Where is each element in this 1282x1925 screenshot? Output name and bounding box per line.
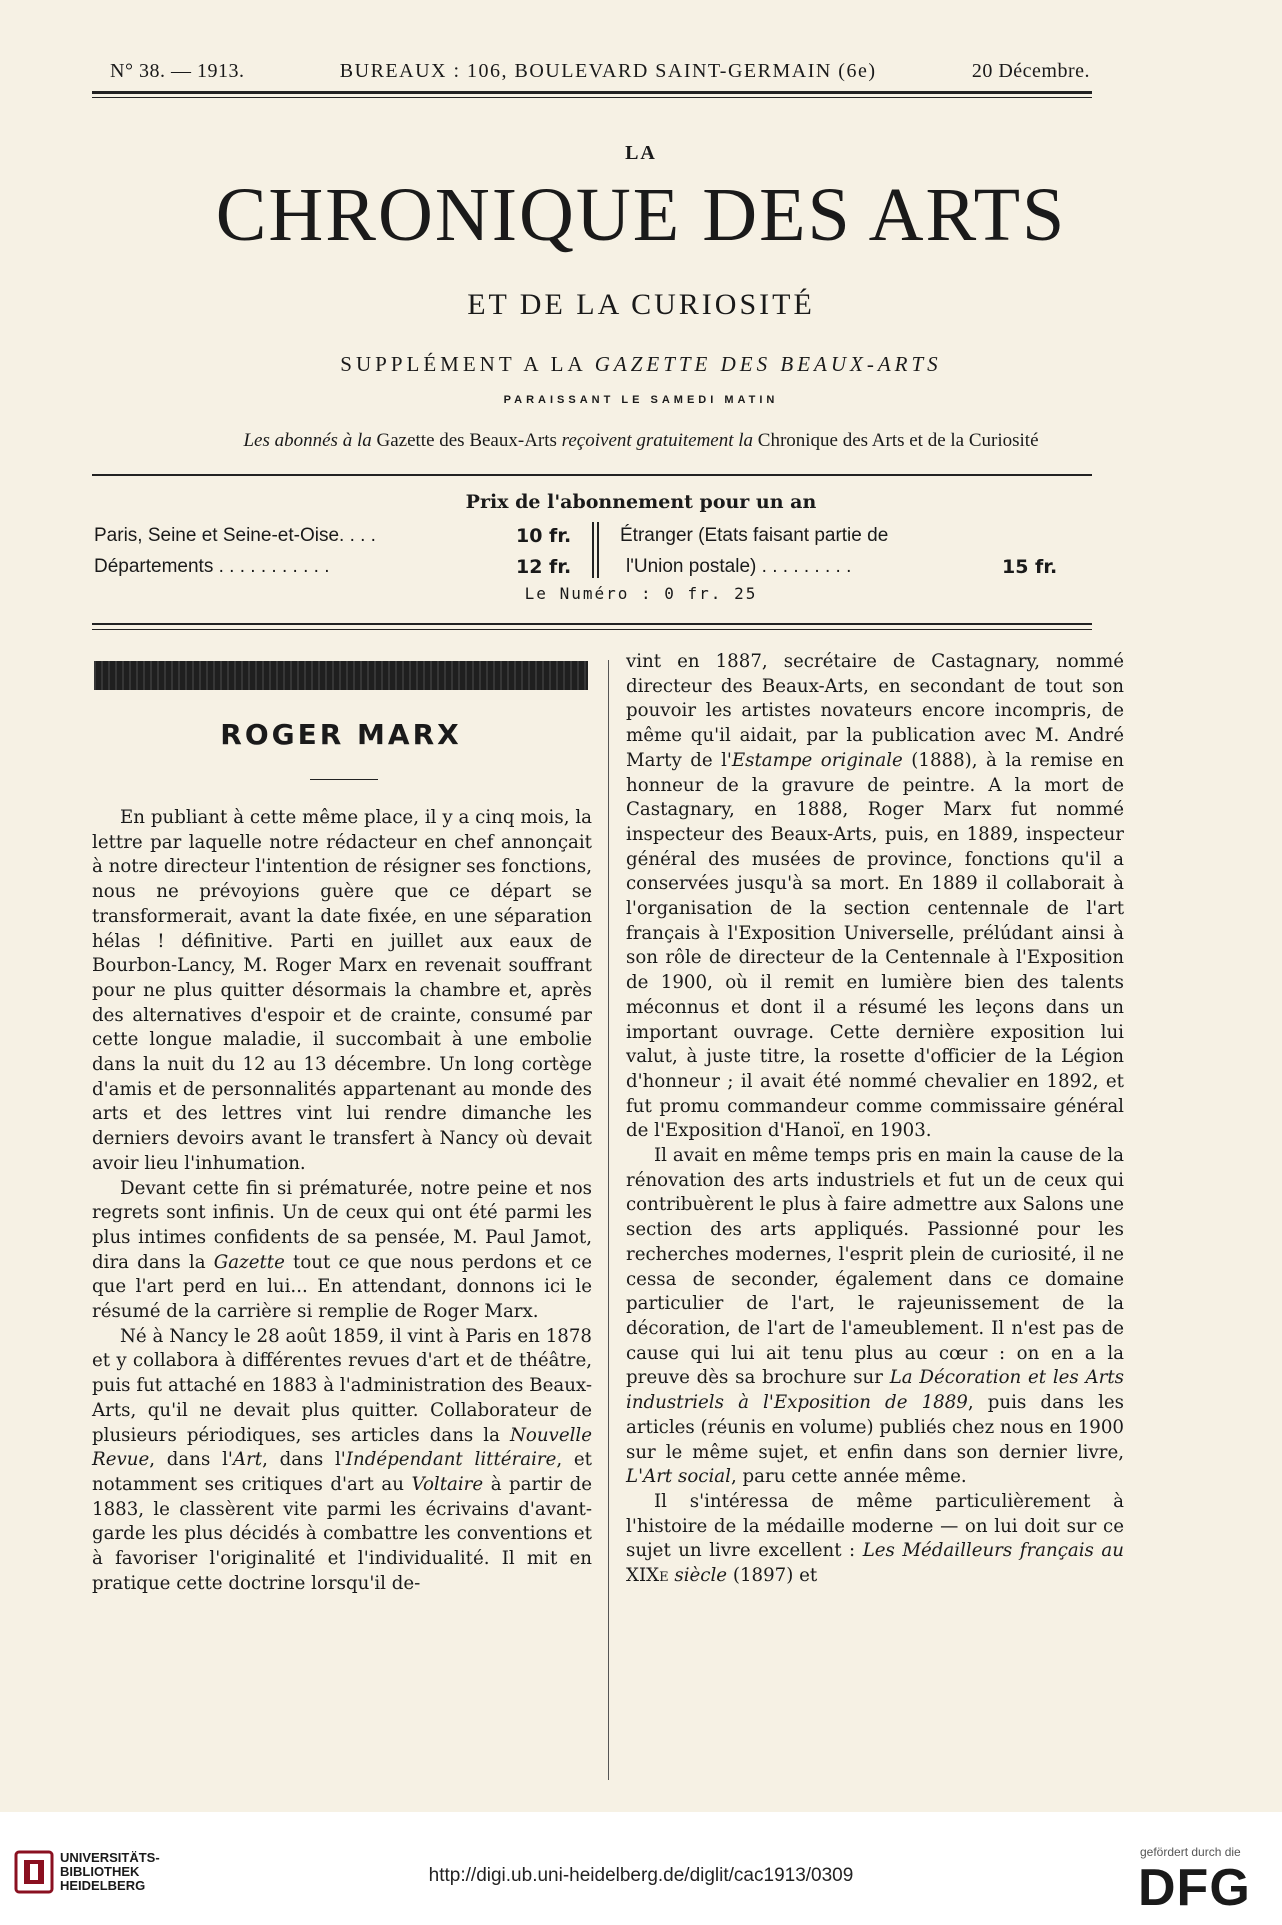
supplement-prefix: SUPPLÉMENT A LA [340,352,586,376]
issue-number: N° 38. — 1913. [110,60,245,82]
note-c: reçoivent gratuitement la [561,430,754,451]
article-heading-bar [94,661,588,690]
paris-price: 10 fr. [516,525,572,547]
paragraph-3: Né à Nancy le 28 août 1859, il vint à Paris en 1878 et y collabora à différentes revues d'art et de théâtre, puis fut attaché en 1883 à l'administration des Beaux-Arts, qu'il ne devait plus quitter. Collaborateur de plusieurs périodiques, ses articles dans la Nouvelle Revue, dans l'Art, dans l'Indépendant littéraire, et notamment ses critiques d'art au Voltaire à partir de 1883, le classèrent vite parmi les écrivains d'avant-garde les plus décidés à combattre les conventions et à favoriser l'originalité et l'individualité. Il mit en pratique cette doctrine lorsqu'il de- [92,1325,592,1594]
sponsor-note: gefördert durch die [1140,1845,1241,1859]
university-name: UNIVERSITÄTS- BIBLIOTHEK HEIDELBERG [60,1850,160,1893]
foreign-price: 15 fr. [1002,556,1058,578]
foreign-line1: Étranger (Etats faisant partie de [620,525,889,546]
foreign-line2: l'Union postale) . . . . . . . . . [626,556,852,577]
paris-label: Paris, Seine et Seine-et-Oise. . . . [94,525,376,546]
article-right-column [626,650,1124,1589]
masthead-rule [92,474,1092,476]
page-header [110,60,1090,83]
bureaux-address: BUREAUX : 106, BOULEVARD SAINT-GERMAIN (6e) [339,60,877,82]
subscription-rule [92,623,1092,625]
note-d: Chronique des Arts et de la Curiosité [757,430,1039,451]
paragraph-5: Il avait en même temps pris en main la cause de la rénovation des arts industriels et fut un de ceux qui contribuèrent le plus à faire admettre aux Salons une section des arts appliqués. Passionné pour les recherches modernes, l'esprit plein de curiosité, il ne cessa de seconder, également dans ce domaine particulier de l'art, le rajeunissement de la décoration, de l'art de l'ameublement. Il n'est pas de cause qui lui ait tenu plus au cœur : on en a la preuve dès sa brochure sur La Décoration et les Arts industriels à l'Exposition de 1889, puis dans les articles (réunis en volume) publiés chez nous en 1900 sur le même sujet, et enfin dans son dernier livre, L'Art social, paru cette année même. [626,1145,1125,1488]
masthead-title: CHRONIQUE DES ARTS [215,173,1067,257]
article-heading: ROGER MARX [220,718,462,751]
paragraph-1: En publiant à cette même place, il y a cinq mois, la lettre par laquelle notre rédacteur en chef annonçait à notre directeur l'intention de résigner ses fonctions, nous ne prévoyions guère que ce départ se transformerait, avant la date fixée, en une séparation hélas ! définitive. Parti en juillet aux eaux de Bourbon-Lancy, M. Roger Marx en revenait souffrant pour ne plus quitter désormais la chambre et, après des alternatives d'espoir et de crainte, consumé par cette longue maladie, il succombait à une embolie dans la nuit du 12 au 13 décembre. Un long cortège d'amis et de personnalités appartenant au monde des arts et des lettres vint lui rendre dimanche les derniers devoirs avant le transfert à Nancy où devait avoir lieu l'inhumation. [92,807,592,1174]
supplement-gazette: GAZETTE DES BEAUX-ARTS [594,352,942,376]
note-b: Gazette des Beaux-Arts [376,430,557,451]
paragraph-4: vint en 1887, secrétaire de Castagnary, nommé directeur des Beaux-Arts, en secondant de tout son pouvoir les artistes novateurs encore incompris, de même qu'il aidait, par la publication avec M. André Marty de l'Estampe originale (1888), à la remise en honneur de la gravure de peintre. A la mort de Castagnary, en 1888, Roger Marx fut nommé inspecteur des Beaux-Arts, puis, en 1889, inspecteur général des musées de province, fonctions qu'il a conservées jusqu'à sa mort. En 1889 il collaborait à l'organisation de la section centennale de l'art français à l'Exposition Universelle, prélúdant ainsi à son rôle de directeur de la Centennale à l'Exposition de 1900, où il remit en lumière bien des talents méconnus et dont il a résumé les leçons dans un important ouvrage. Cette dernière exposition lui valut, à juste titre, la rosette d'officier de la Légion d'honneur ; il avait été nommé chevalier en 1892, et fut promu commandeur comme commissaire général de l'Exposition d'Hanoï, en 1903. [626,651,1124,1142]
subscriber-note [0,430,1282,452]
header-rule-thin [92,97,1092,98]
note-a: Les abonnés à la [243,430,372,451]
dept-price: 12 fr. [516,556,572,578]
dept-label: Départements . . . . . . . . . . . [94,556,330,577]
dfg-logo: DFG [1138,1859,1251,1917]
subscription-rule-thin [92,629,1092,630]
page-url-link[interactable]: http://digi.ub.uni-heidelberg.de/diglit/cac1913/0309 [428,1865,854,1886]
supplement-line [0,352,1282,377]
paragraph-2: Devant cette fin si prématurée, notre peine et nos regrets sont infinis. Un de ceux qui ont été parmi les plus intimes confidents de sa pensée, M. Paul Jamot, dira dans la Gazette tout ce que nous perdons et ce que l'art perd en lui... En attendant, donnons ici le résumé de la carrière si remplie de Roger Marx. [92,1177,592,1323]
article-left-column [92,806,592,1597]
subscription-title: Prix de l'abonnement pour un an [465,491,817,513]
header-rule [92,91,1092,94]
schedule-line: PARAISSANT LE SAMEDI MATIN [503,394,779,406]
numero-price: Le Numéro : 0 fr. 25 [524,584,758,603]
subscription-divider-b [597,522,599,578]
issue-date: 20 Décembre. [971,60,1090,82]
masthead-la: LA [625,142,657,164]
masthead-subtitle: ET DE LA CURIOSITÉ [467,288,815,321]
subscription-divider-a [592,522,594,578]
column-divider [608,660,609,1780]
paragraph-6: Il s'intéressa de même particulièrement à l'histoire de la médaille moderne — on lui doit sur ce sujet un livre excellent : Les Médailleurs français au XIXe siècle (1897) et [626,1490,1124,1587]
heading-underline [310,779,378,780]
